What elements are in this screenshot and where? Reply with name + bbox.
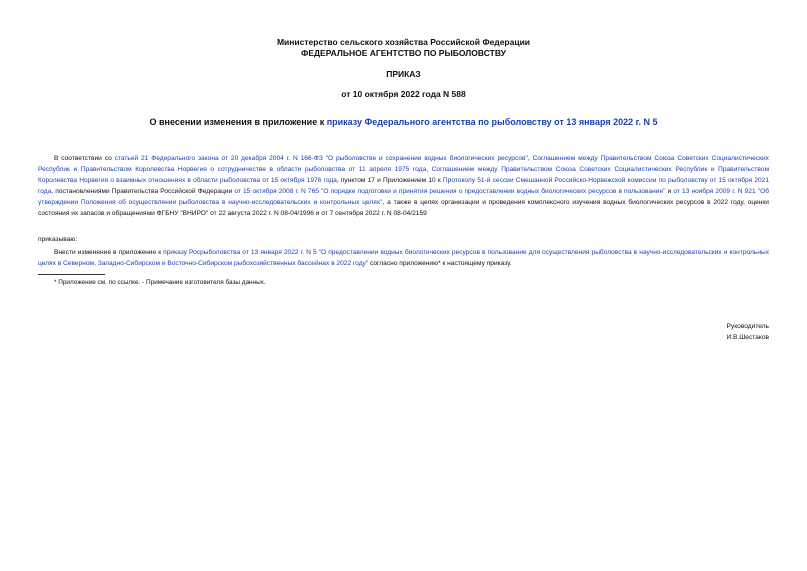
law-link[interactable]: статьей 21 Федерального закона от 20 декабря 2004 г. N 166-ФЗ "О рыболовстве и сохранении водных биологических ресурсов"	[114, 155, 528, 162]
resolution-765-link[interactable]: от 15 октября 2008 г. N 765 "О порядке подготовки и принятия решения о предоставлении водных биологических ресурсов в пользование"	[234, 188, 666, 195]
preamble-text-2: ,	[527, 155, 533, 162]
agreement-1975-link[interactable]: Соглашением между Правительством Союза Советских Социалистических Республик и Правительством Королевства Норвегия о сотрудничестве в области рыболовства от 11 апреля 1975 года	[38, 155, 769, 173]
order-directive: приказываю:	[38, 236, 78, 243]
item-text-2: согласно приложению* к настоящему приказу.	[368, 260, 512, 267]
agency-heading: ФЕДЕРАЛЬНОЕ АГЕНТСТВО ПО РЫБОЛОВСТВУ	[301, 48, 506, 58]
protocol-link[interactable]: Протоколу 51-й сессии Смешанной Российско-Норвежской комиссии по рыболовству от 15 октября 2021 года	[38, 177, 769, 195]
preamble-text-6: и	[665, 188, 674, 195]
preamble-text-1: В соответствии со	[54, 155, 115, 162]
preamble-text-5: , постановлениями Правительства Российской Федерации	[51, 188, 235, 195]
order-item-paragraph	[38, 247, 769, 269]
order-title	[0, 117, 807, 127]
preamble-text-4: , пунктом 17 и Приложением 10 к	[336, 177, 443, 184]
preamble-text-3: ,	[426, 166, 432, 173]
footnote-divider	[38, 274, 105, 275]
order-heading: ПРИКАЗ	[386, 69, 421, 79]
title-prefix: О внесении изменения в приложение к	[149, 117, 327, 127]
item-text-1: Внести изменение в приложение к	[54, 249, 164, 256]
order-5-link[interactable]: приказу Росрыболовства от 13 января 2022 г. N 5 "О предоставлении водных биологических ресурсов в пользование для осуществления рыболовства в научно-исследовательских и контрольных целях в Северном, Западно-Сибирском и Восточно-Сибирском рыбохозяйственных бассейнах в 2022 году"	[38, 249, 769, 267]
agreement-1976-link[interactable]: Соглашением между Правительством Союза Советских Социалистических Республик и Правительством Королевства Норвегия о взаимных отношениях в области рыболовства от 15 октября 1976 года	[38, 166, 769, 184]
preamble-text-7: , а также в целях организации и проведения комплексного изучения водных биологических ресурсов в 2022 году, оценки состояния их запасов и обращениями ФГБНУ "ВНИРО" от 22 августа 2022 г. N 08-04/1996 и от 7 сентября 2022 г. N 08-04/2159	[38, 199, 769, 217]
footnote: * Приложение см. по ссылке. - Примечание изготовителя базы данных.	[54, 279, 266, 286]
ministry-heading: Министерство сельского хозяйства Российской Федерации	[276, 37, 531, 47]
resolution-921-link[interactable]: от 13 ноября 2009 г. N 921 "Об утверждении Положения об осуществлении рыболовства в научно-исследовательских и контрольных целях"	[38, 188, 769, 206]
signature-position: Руководитель	[726, 323, 769, 330]
preamble-paragraph	[38, 153, 769, 219]
order-date: от 10 октября 2022 года N 588	[341, 89, 466, 99]
signature-name: И.В.Шестаков	[726, 334, 769, 341]
title-link[interactable]: приказу Федерального агентства по рыболовству от 13 января 2022 г. N 5	[326, 117, 658, 127]
